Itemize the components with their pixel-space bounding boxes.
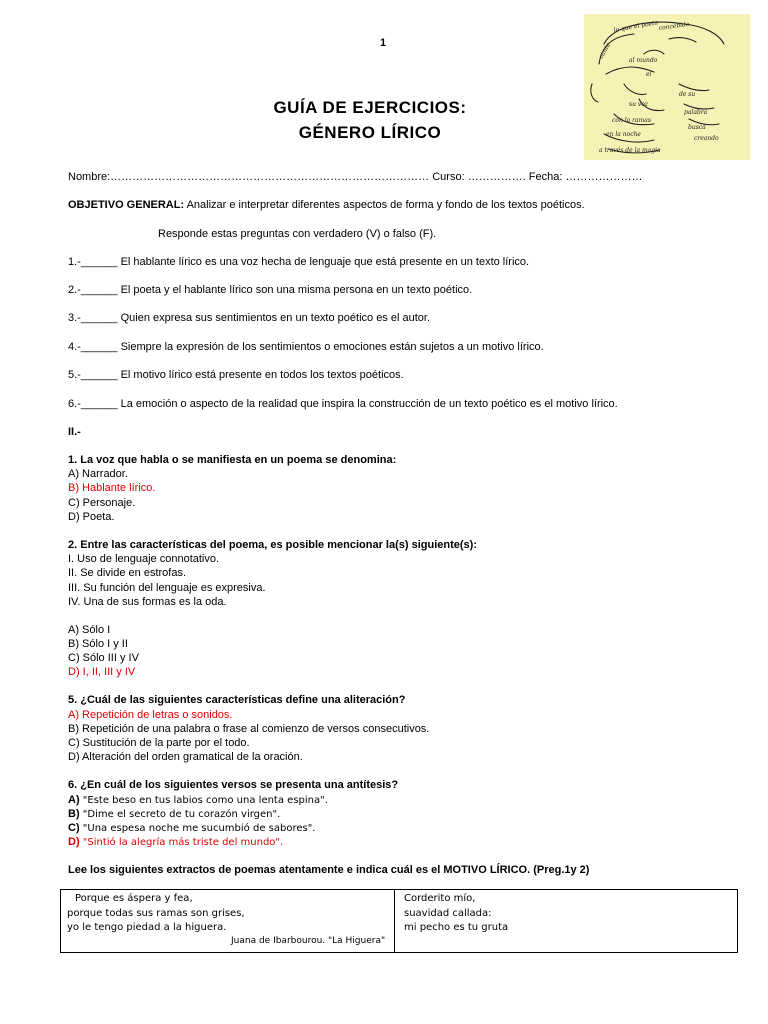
svg-text:creando: creando [694, 135, 719, 142]
q1-option-a: A) Narrador. [68, 468, 128, 480]
svg-text:al mundo: al mundo [629, 57, 658, 64]
q6-option-b: B) "Dime el secreto de tu corazón virgen". [68, 808, 281, 820]
svg-text:su voz: su voz [629, 101, 649, 108]
objective-text: Analizar e interpretar diferentes aspectos de forma y fondo de los textos poéticos. [184, 199, 585, 211]
q1-question: 1. La voz que habla o se manifiesta en un poema se denomina: [68, 454, 397, 466]
objective-label: OBJETIVO GENERAL: [68, 199, 185, 211]
page-title-line1: GUÍA DE EJERCICIOS: [273, 98, 467, 117]
q2-item-3: III. Su función del lenguaje es expresiva. [68, 582, 266, 594]
q2-question: 2. Entre las características del poema, es posible mencionar la(s) siguiente(s): [68, 539, 477, 551]
svg-text:el: el [646, 71, 652, 78]
q2-item-1: I. Uso de lenguaje connotativo. [68, 553, 220, 565]
svg-text:cante: cante [597, 41, 613, 60]
svg-text:lo que el poeta: lo que el poeta [613, 19, 659, 34]
poem-left-line-2: porque todas sus ramas son grises, [67, 908, 245, 919]
poems-table [60, 889, 738, 953]
caligram-image [584, 14, 750, 160]
poem-right-line-1: Corderito mío, [404, 893, 476, 904]
q5-option-a-correct: A) Repetición de letras o sonidos. [68, 709, 233, 721]
tf-question-3: 3.-______ Quien expresa sus sentimientos en un texto poético es el autor. [68, 312, 431, 324]
poem-right-line-2: suavidad callada: [404, 908, 492, 919]
svg-text:con la ramas: con la ramas [612, 117, 651, 124]
q2-option-d-correct: D) I, II, III y IV [68, 666, 136, 678]
motivo-lirico-instruction: Lee los siguientes extractos de poemas atentamente e indica cuál es el MOTIVO LÍRICO. (Preg.1y 2) [68, 864, 590, 876]
svg-text:a través de la magia: a través de la magia [599, 147, 661, 154]
svg-text:palabra: palabra [684, 109, 708, 116]
tf-question-4: 4.-______ Siempre la expresión de los sentimientos o emociones están sujetos a un motivo lírico. [68, 341, 544, 353]
poem-right-line-3: mi pecho es tu gruta [404, 922, 509, 933]
svg-text:busca: busca [688, 124, 706, 131]
q6-option-d-correct: D) "Sintió la alegría más triste del mundo". [68, 836, 284, 848]
q1-option-c: C) Personaje. [68, 497, 136, 509]
q5-question: 5. ¿Cuál de las siguientes características define una aliteración? [68, 694, 406, 706]
page-title-line2: GÉNERO LÍRICO [298, 123, 442, 142]
q2-option-a: A) Sólo I [68, 624, 111, 636]
page-number: 1 [380, 37, 387, 49]
caligram-drawing [584, 14, 750, 160]
q2-item-4: IV. Una de sus formas es la oda. [68, 596, 227, 608]
tf-question-5: 5.-______ El motivo lírico está presente en todos los textos poéticos. [68, 369, 404, 381]
general-objective [68, 199, 585, 211]
tf-question-6: 6.-______ La emoción o aspecto de la realidad que inspira la construcción de un texto poético es el motivo lírico. [68, 398, 618, 410]
q2-option-b: B) Sólo I y II [68, 638, 128, 650]
tf-instruction: Responde estas preguntas con verdadero (V) o falso (F). [158, 228, 437, 240]
poem-left-line-3: yo le tengo piedad a la higuera. [67, 922, 227, 933]
svg-text:de su: de su [679, 91, 696, 98]
q5-option-d: D) Alteración del orden gramatical de la oración. [68, 751, 303, 763]
poem-left-author: Juana de Ibarbourou. "La Higuera" [231, 936, 386, 946]
q6-question: 6. ¿En cuál de los siguientes versos se presenta una antítesis? [68, 779, 399, 791]
q1-option-d: D) Poeta. [68, 511, 115, 523]
student-info-line: Nombre:…………………………………………………………………………… Curso: ……………. Fecha: ………………… [68, 171, 643, 183]
section-heading-ii: II.- [68, 426, 81, 438]
tf-question-1: 1.-______ El hablante lírico es una voz hecha de lenguaje que está presente en un texto lírico. [68, 256, 530, 268]
table-divider [394, 890, 395, 952]
q6-option-c: C) "Una espesa noche me sucumbió de sabores". [68, 822, 316, 834]
poem-left-line-1: Porque es áspera y fea, [75, 893, 193, 904]
q5-option-c: C) Sustitución de la parte por el todo. [68, 737, 250, 749]
q6-option-a: A) "Este beso en tus labios como una lenta espina". [68, 794, 328, 806]
tf-question-2: 2.-______ El poeta y el hablante lírico son una misma persona en un texto poético. [68, 284, 473, 296]
q1-option-b-correct: B) Hablante lírico. [68, 482, 156, 494]
q2-item-2: II. Se divide en estrofas. [68, 567, 187, 579]
svg-text:concebido: concebido [658, 20, 690, 32]
q5-option-b: B) Repetición de una palabra o frase al comienzo de versos consecutivos. [68, 723, 430, 735]
q2-option-c: C) Sólo III y IV [68, 652, 139, 664]
svg-text:en la noche: en la noche [606, 131, 641, 138]
